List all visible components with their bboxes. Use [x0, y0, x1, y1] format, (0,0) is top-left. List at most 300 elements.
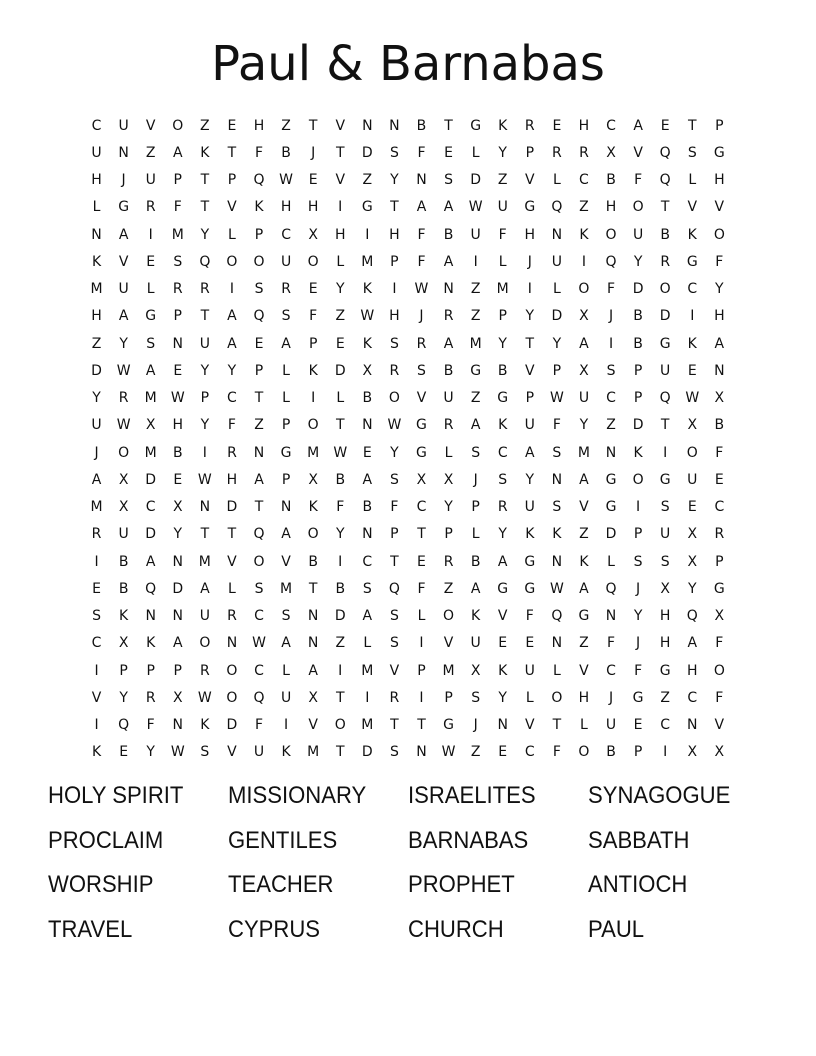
grid-letter: P	[173, 308, 182, 325]
grid-letter: G	[605, 499, 617, 516]
grid-letter: A	[416, 199, 427, 216]
grid-letter: R	[227, 608, 237, 625]
grid-letter: Z	[579, 635, 589, 652]
grid-letter: N	[605, 444, 617, 461]
grid-letter: S	[281, 608, 291, 625]
grid-letter: A	[281, 335, 291, 352]
grid-letter: G	[713, 144, 725, 161]
grid-letter: G	[497, 390, 509, 407]
grid-letter: X	[118, 471, 129, 488]
grid-letter: Q	[551, 608, 563, 625]
grid-letter: O	[578, 281, 590, 298]
grid-letter: G	[470, 117, 482, 134]
grid-letter: G	[578, 608, 590, 625]
grid-letter: R	[524, 117, 535, 134]
grid-letter: N	[551, 471, 563, 488]
grid-letter: W	[279, 172, 293, 189]
grid-letter: W	[468, 199, 483, 216]
grid-letter: E	[417, 553, 426, 570]
grid-letter: K	[579, 226, 589, 243]
grid-letter: S	[146, 335, 156, 352]
grid-letter: P	[227, 172, 237, 189]
grid-letter: G	[659, 471, 671, 488]
grid-letter: V	[145, 117, 156, 134]
letter-grid	[83, 112, 733, 766]
grid-letter: N	[443, 281, 454, 298]
grid-letter: C	[606, 390, 616, 407]
grid-letter: A	[172, 144, 183, 161]
grid-letter: Z	[254, 417, 264, 434]
grid-letter: T	[687, 117, 697, 134]
grid-letter: T	[660, 417, 670, 434]
grid-letter: S	[200, 744, 210, 761]
grid-row	[83, 684, 733, 711]
grid-letter: F	[634, 662, 643, 679]
grid-letter: L	[471, 526, 480, 543]
grid-letter: V	[579, 499, 589, 516]
grid-letter: S	[552, 444, 562, 461]
grid-letter: S	[687, 144, 697, 161]
grid-letter: M	[307, 444, 320, 461]
grid-letter: U	[605, 717, 617, 734]
grid-letter: V	[335, 117, 346, 134]
grid-letter: L	[580, 717, 588, 734]
grid-letter: K	[200, 144, 210, 161]
grid-letter: C	[91, 635, 102, 652]
grid-letter: Q	[659, 144, 671, 161]
grid-letter: W	[252, 635, 266, 652]
grid-letter: D	[226, 499, 238, 516]
grid-letter: E	[498, 744, 508, 761]
grid-letter: L	[607, 553, 615, 570]
grid-letter: H	[253, 117, 265, 134]
grid-letter: X	[118, 635, 129, 652]
grid-letter: G	[659, 662, 671, 679]
grid-letter: H	[659, 608, 671, 625]
grid-row	[83, 466, 733, 493]
grid-letter: A	[362, 608, 373, 625]
grid-letter: E	[633, 717, 643, 734]
grid-letter: R	[443, 553, 454, 570]
grid-letter: R	[660, 253, 671, 270]
grid-letter: C	[714, 499, 725, 516]
grid-letter: D	[551, 308, 563, 325]
grid-letter: M	[496, 281, 509, 298]
grid-letter: T	[335, 689, 345, 706]
grid-letter: Y	[227, 362, 237, 379]
grid-letter: E	[714, 471, 724, 488]
grid-letter: E	[308, 281, 318, 298]
grid-letter: A	[443, 253, 454, 270]
grid-letter: E	[227, 117, 237, 134]
grid-letter: V	[687, 199, 698, 216]
grid-letter: Z	[362, 172, 373, 189]
grid-letter: N	[362, 417, 373, 434]
grid-letter: A	[579, 580, 589, 597]
grid-letter: V	[281, 553, 291, 570]
grid-letter: E	[525, 635, 535, 652]
grid-letter: P	[715, 117, 724, 134]
grid-letter: U	[524, 499, 535, 516]
grid-letter: B	[606, 172, 616, 189]
grid-letter: B	[633, 308, 643, 325]
grid-letter: Y	[552, 335, 562, 352]
grid-letter: D	[172, 580, 184, 597]
grid-row	[83, 248, 733, 275]
grid-letter: P	[444, 526, 453, 543]
grid-letter: J	[419, 308, 424, 325]
grid-letter: E	[552, 117, 562, 134]
grid-letter: R	[281, 281, 291, 298]
grid-letter: B	[606, 744, 616, 761]
grid-letter: Q	[253, 308, 265, 325]
grid-letter: S	[498, 471, 508, 488]
word-bank-item: CHURCH	[408, 915, 504, 943]
grid-letter: J	[608, 308, 614, 325]
grid-letter: V	[227, 744, 237, 761]
grid-letter: M	[361, 717, 374, 734]
grid-letter: I	[473, 253, 478, 270]
grid-letter: V	[118, 253, 129, 270]
grid-letter: C	[254, 662, 264, 679]
grid-letter: U	[687, 471, 698, 488]
grid-letter: X	[660, 580, 670, 597]
grid-letter: E	[498, 635, 508, 652]
grid-letter: D	[334, 608, 346, 625]
grid-letter: T	[227, 526, 237, 543]
grid-letter: V	[525, 717, 535, 734]
grid-letter: D	[470, 172, 482, 189]
grid-letter: K	[552, 526, 562, 543]
grid-letter: I	[419, 635, 424, 652]
grid-letter: Z	[200, 117, 210, 134]
grid-letter: C	[416, 499, 427, 516]
grid-letter: G	[118, 199, 130, 216]
grid-letter: P	[633, 744, 643, 761]
grid-letter: A	[254, 471, 264, 488]
grid-letter: I	[94, 717, 99, 734]
grid-letter: D	[145, 471, 157, 488]
grid-letter: F	[715, 444, 724, 461]
grid-letter: E	[92, 580, 101, 597]
grid-letter: B	[497, 362, 508, 379]
word-bank-item: HOLY SPIRIT	[48, 782, 184, 809]
grid-letter: K	[91, 744, 102, 761]
grid-letter: Z	[335, 635, 346, 652]
grid-letter: J	[121, 172, 126, 189]
word-bank-item: SABBATH	[588, 826, 690, 854]
grid-letter: F	[606, 281, 616, 298]
grid-letter: N	[551, 553, 563, 570]
grid-letter: I	[365, 689, 370, 706]
grid-letter: A	[91, 471, 102, 488]
grid-letter: V	[227, 553, 237, 570]
grid-letter: A	[497, 553, 508, 570]
grid-letter: K	[498, 117, 508, 134]
grid-row	[83, 712, 733, 739]
grid-letter: U	[199, 335, 210, 352]
grid-letter: S	[254, 281, 264, 298]
grid-letter: R	[389, 362, 400, 379]
grid-letter: H	[578, 117, 590, 134]
grid-letter: P	[417, 662, 426, 679]
grid-letter: Z	[579, 526, 589, 543]
grid-letter: P	[200, 390, 210, 407]
grid-letter: O	[118, 444, 130, 461]
grid-letter: N	[280, 499, 292, 516]
grid-letter: M	[198, 553, 211, 570]
grid-letter: P	[525, 144, 535, 161]
page-title: Paul & Barnabas	[211, 36, 605, 92]
grid-letter: Q	[551, 199, 563, 216]
grid-row	[83, 439, 733, 466]
grid-letter: L	[336, 390, 345, 407]
grid-letter: U	[497, 199, 508, 216]
grid-letter: C	[227, 390, 237, 407]
grid-letter: I	[338, 199, 343, 216]
grid-letter: O	[713, 226, 725, 243]
grid-letter: S	[173, 253, 183, 270]
grid-letter: P	[715, 553, 724, 570]
grid-row	[83, 575, 733, 602]
grid-letter: X	[714, 608, 725, 625]
grid-letter: U	[524, 662, 535, 679]
grid-letter: A	[281, 635, 291, 652]
grid-letter: M	[361, 662, 374, 679]
grid-letter: U	[118, 117, 129, 134]
grid-letter: V	[389, 662, 400, 679]
grid-letter: R	[443, 417, 454, 434]
grid-letter: H	[714, 308, 725, 325]
grid-letter: P	[498, 308, 507, 325]
grid-letter: O	[686, 444, 698, 461]
grid-letter: F	[146, 717, 155, 734]
grid-letter: S	[92, 608, 101, 625]
grid-letter: J	[608, 689, 614, 706]
grid-letter: X	[687, 553, 698, 570]
grid-letter: O	[605, 226, 617, 243]
grid-letter: R	[199, 281, 210, 298]
grid-letter: A	[714, 335, 725, 352]
grid-letter: O	[253, 253, 265, 270]
grid-letter: L	[282, 390, 290, 407]
grid-letter: B	[118, 553, 129, 570]
grid-letter: R	[497, 499, 508, 516]
grid-letter: P	[633, 362, 643, 379]
grid-letter: Q	[605, 253, 617, 270]
grid-letter: L	[228, 580, 236, 597]
grid-letter: Z	[470, 308, 481, 325]
grid-letter: X	[579, 308, 589, 325]
grid-letter: N	[362, 117, 373, 134]
grid-letter: G	[361, 199, 373, 216]
grid-letter: T	[390, 717, 399, 734]
grid-letter: N	[362, 526, 373, 543]
grid-row	[83, 739, 733, 766]
grid-row	[83, 521, 733, 548]
grid-letter: V	[714, 199, 725, 216]
grid-letter: W	[197, 689, 212, 706]
grid-letter: I	[284, 717, 289, 734]
grid-letter: Q	[118, 717, 130, 734]
grid-letter: T	[335, 744, 345, 761]
grid-letter: T	[525, 335, 535, 352]
grid-letter: B	[633, 335, 643, 352]
grid-letter: L	[552, 281, 561, 298]
grid-letter: G	[524, 199, 536, 216]
grid-letter: T	[552, 717, 562, 734]
grid-letter: U	[118, 526, 129, 543]
grid-letter: M	[469, 335, 482, 352]
grid-letter: A	[227, 335, 237, 352]
grid-letter: Z	[470, 390, 481, 407]
grid-row	[83, 194, 733, 221]
grid-letter: J	[473, 471, 478, 488]
grid-letter: C	[606, 662, 616, 679]
grid-letter: C	[281, 226, 291, 243]
grid-letter: C	[579, 172, 589, 189]
grid-letter: W	[170, 390, 185, 407]
grid-letter: Z	[497, 172, 508, 189]
grid-letter: P	[633, 390, 643, 407]
grid-letter: K	[687, 335, 697, 352]
grid-letter: S	[471, 689, 481, 706]
grid-letter: W	[549, 390, 564, 407]
grid-letter: P	[119, 662, 128, 679]
grid-row	[83, 357, 733, 384]
grid-letter: N	[118, 144, 129, 161]
grid-letter: A	[118, 226, 129, 243]
grid-letter: L	[336, 253, 345, 270]
grid-letter: N	[307, 608, 319, 625]
grid-letter: G	[686, 253, 698, 270]
grid-letter: K	[308, 362, 318, 379]
grid-row	[83, 630, 733, 657]
grid-letter: M	[280, 580, 293, 597]
grid-letter: F	[336, 499, 345, 516]
grid-letter: M	[361, 253, 374, 270]
grid-letter: N	[416, 744, 427, 761]
grid-letter: Z	[145, 144, 156, 161]
grid-letter: R	[172, 281, 183, 298]
grid-letter: G	[416, 444, 427, 461]
grid-letter: K	[633, 444, 643, 461]
grid-letter: E	[687, 362, 697, 379]
grid-letter: U	[551, 253, 562, 270]
grid-letter: F	[634, 172, 643, 189]
grid-letter: X	[443, 471, 454, 488]
grid-letter: O	[659, 281, 671, 298]
grid-letter: O	[713, 662, 725, 679]
grid-letter: N	[389, 117, 400, 134]
grid-letter: Y	[173, 526, 183, 543]
grid-letter: L	[146, 281, 155, 298]
grid-letter: V	[308, 717, 318, 734]
grid-letter: G	[605, 471, 617, 488]
grid-letter: R	[118, 390, 129, 407]
grid-letter: B	[281, 144, 291, 161]
grid-letter: A	[227, 308, 237, 325]
word-bank-item: WORSHIP	[48, 871, 154, 898]
grid-letter: K	[91, 253, 102, 270]
grid-letter: W	[197, 471, 212, 488]
grid-letter: A	[525, 444, 535, 461]
grid-letter: F	[417, 144, 426, 161]
grid-letter: K	[200, 717, 210, 734]
grid-letter: Z	[579, 199, 589, 216]
grid-letter: A	[172, 635, 183, 652]
grid-letter: R	[227, 444, 237, 461]
grid-letter: O	[632, 199, 644, 216]
grid-letter: W	[116, 362, 131, 379]
grid-letter: D	[145, 526, 157, 543]
grid-letter: C	[145, 499, 156, 516]
grid-letter: O	[307, 526, 319, 543]
grid-letter: O	[253, 553, 265, 570]
grid-row	[83, 303, 733, 330]
grid-letter: P	[444, 689, 453, 706]
grid-row	[83, 603, 733, 630]
grid-row	[83, 385, 733, 412]
grid-letter: T	[444, 117, 453, 134]
grid-letter: A	[443, 199, 454, 216]
grid-letter: C	[660, 717, 671, 734]
grid-letter: O	[443, 608, 455, 625]
grid-letter: D	[605, 526, 617, 543]
grid-letter: Y	[390, 444, 399, 461]
grid-letter: X	[172, 689, 183, 706]
grid-row	[83, 657, 733, 684]
word-bank-item: PROCLAIM	[48, 826, 164, 854]
grid-letter: K	[525, 526, 535, 543]
grid-letter: M	[90, 281, 103, 298]
grid-letter: U	[660, 362, 671, 379]
word-bank-item: SYNAGOGUE	[588, 782, 731, 809]
grid-letter: I	[311, 390, 316, 407]
grid-letter: L	[552, 172, 561, 189]
grid-letter: S	[389, 608, 399, 625]
grid-letter: T	[660, 199, 670, 216]
grid-letter: X	[714, 744, 725, 761]
word-bank-item: MISSIONARY	[228, 782, 367, 809]
grid-letter: R	[552, 144, 562, 161]
grid-letter: W	[387, 417, 402, 434]
grid-letter: Q	[253, 526, 265, 543]
grid-letter: W	[414, 281, 429, 298]
grid-letter: N	[172, 335, 184, 352]
grid-letter: R	[145, 689, 156, 706]
grid-letter: T	[308, 117, 318, 134]
grid-letter: R	[91, 526, 102, 543]
grid-letter: I	[148, 226, 153, 243]
grid-letter: M	[144, 390, 157, 407]
grid-letter: N	[172, 608, 184, 625]
grid-letter: A	[633, 117, 643, 134]
grid-letter: Y	[498, 335, 507, 352]
grid-letter: Y	[498, 144, 507, 161]
grid-letter: V	[525, 362, 535, 379]
grid-letter: G	[713, 580, 725, 597]
grid-letter: P	[173, 662, 182, 679]
grid-letter: R	[714, 526, 725, 543]
grid-letter: A	[443, 335, 454, 352]
grid-letter: C	[687, 689, 698, 706]
grid-letter: S	[254, 580, 264, 597]
grid-letter: M	[442, 662, 455, 679]
grid-letter: D	[334, 362, 346, 379]
grid-letter: I	[202, 444, 207, 461]
grid-letter: Y	[525, 471, 535, 488]
